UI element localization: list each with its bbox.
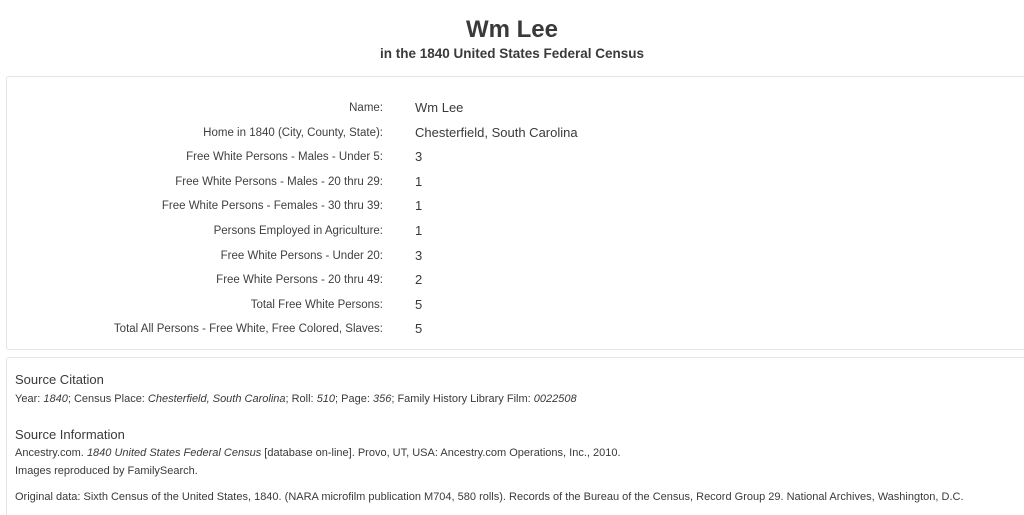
field-value: 3 <box>415 149 423 165</box>
source-citation-heading: Source Citation <box>15 372 104 387</box>
field-label: Name: <box>349 102 383 114</box>
field-value: Wm Lee <box>415 100 464 115</box>
record-row-home <box>7 121 1007 145</box>
field-label: Free White Persons - Males - Under 5: <box>186 151 383 164</box>
field-value: 1 <box>415 223 423 238</box>
field-label: Free White Persons - Males - 20 thru 29: <box>175 175 383 188</box>
record-row-under-20 <box>7 244 1007 268</box>
record-row-males-under-5 <box>7 145 1007 169</box>
original-data-line: Original data: Sixth Census of the United States, 1840. (NARA microfilm publication M704, 580 rolls). Records of the Bureau of the Census, Record Group 29. National Archives, Washington, D.C. <box>15 491 964 503</box>
record-row-males-20-29 <box>7 170 1007 194</box>
census-record-panel <box>6 76 1024 350</box>
page-subtitle: in the 1840 United States Federal Census <box>379 46 645 61</box>
source-citation-text: Year: 1840; Census Place: Chesterfield, South Carolina; Roll: 510; Page: 356; Family History Library Film: 0022508 <box>15 393 577 405</box>
field-value: 1 <box>415 198 423 214</box>
field-label: Home in 1840 (City, County, State): <box>203 126 383 139</box>
field-value: 5 <box>415 296 423 312</box>
field-value: Chesterfield, South Carolina <box>415 124 578 140</box>
field-label: Persons Employed in Agriculture: <box>213 225 383 237</box>
record-row-agriculture <box>7 219 1007 243</box>
field-value: 3 <box>415 247 423 263</box>
source-information-line: Ancestry.com. 1840 United States Federal Census [database on-line]. Provo, UT, USA: Ancestry.com Operations, Inc., 2010. <box>15 447 621 459</box>
page-title: Wm Lee <box>465 16 558 43</box>
field-value: 2 <box>415 272 423 288</box>
source-information-images-line: Images reproduced by FamilySearch. <box>15 465 198 477</box>
record-row-total-all <box>7 317 1007 341</box>
field-value: 1 <box>415 173 423 189</box>
field-label: Total Free White Persons: <box>250 298 383 311</box>
source-panel <box>6 357 1024 515</box>
field-label: Total All Persons - Free White, Free Colored, Slaves: <box>113 323 383 336</box>
record-row-total-free-white <box>7 293 1007 317</box>
field-label: Free White Persons - 20 thru 49: <box>216 274 383 287</box>
source-information-heading: Source Information <box>15 427 125 442</box>
page-header <box>0 15 1024 63</box>
record-row-20-49 <box>7 268 1007 292</box>
record-row-females-30-39 <box>7 194 1007 218</box>
field-value: 5 <box>415 321 423 337</box>
field-label: Free White Persons - Under 20: <box>220 249 383 262</box>
record-row-name <box>7 96 1007 120</box>
field-label: Free White Persons - Females - 30 thru 39: <box>161 200 383 213</box>
